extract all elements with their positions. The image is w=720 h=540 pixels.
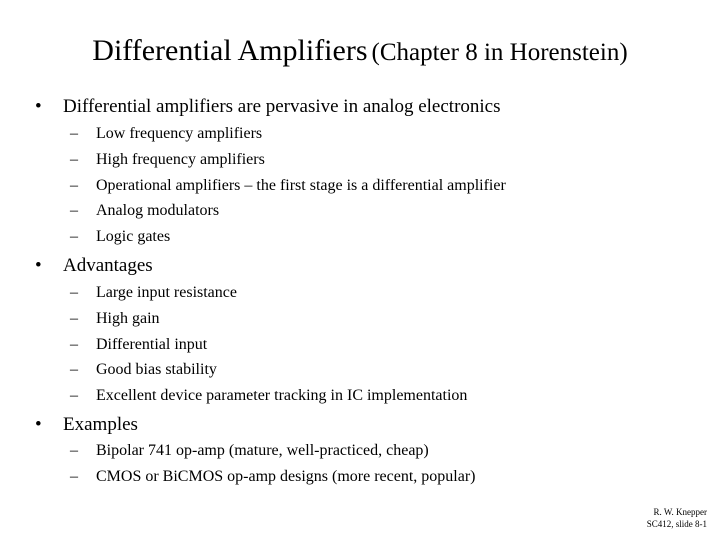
sub-item <box>70 152 506 178</box>
slide-title <box>0 36 720 66</box>
sub-item <box>70 362 467 388</box>
dash-marker: – <box>70 176 78 194</box>
sub-item <box>70 311 467 337</box>
sub-item-text: High gain <box>96 309 160 327</box>
dash-marker: – <box>70 228 78 246</box>
bullet-text: Examples <box>63 414 138 435</box>
dash-marker: – <box>70 442 78 459</box>
sub-item-text: Excellent device parameter tracking in IC implementation <box>96 387 468 405</box>
dash-marker: – <box>70 202 78 220</box>
sub-item <box>70 285 467 311</box>
sub-item-text: Bipolar 741 op-amp (mature, well-practiced, cheap) <box>96 442 429 459</box>
sub-item <box>70 178 506 204</box>
sub-item <box>70 443 476 469</box>
sub-item-text: Logic gates <box>96 228 171 246</box>
bullet-dot: • <box>35 96 42 117</box>
dash-marker: – <box>70 361 78 379</box>
bullet-text: Advantages <box>63 255 153 276</box>
sub-item <box>70 388 467 414</box>
sub-item <box>70 126 506 152</box>
sub-item-text: Good bias stability <box>96 361 217 379</box>
footer-slide-number: SC412, slide 8-1 <box>646 519 707 529</box>
sub-item <box>70 469 476 495</box>
dash-marker: – <box>70 284 78 301</box>
slide-footer <box>647 506 707 530</box>
sub-list <box>70 126 506 255</box>
sub-item <box>70 229 506 255</box>
dash-marker: – <box>70 125 78 142</box>
title-main: Differential Amplifiers <box>92 34 368 67</box>
sub-item-text: Analog modulators <box>96 202 220 220</box>
sub-item <box>70 203 506 229</box>
dash-marker: – <box>70 335 78 353</box>
dash-marker: – <box>70 150 78 168</box>
sub-item <box>70 337 467 363</box>
sub-item-text: High frequency amplifiers <box>96 150 265 168</box>
title-subtitle: (Chapter 8 in Horenstein) <box>371 39 628 66</box>
sub-item-text: Large input resistance <box>96 284 237 301</box>
bullet-item <box>35 256 153 275</box>
sub-item-text: Operational amplifiers – the first stage is a differential amplifier <box>96 176 506 194</box>
sub-item-text: CMOS or BiCMOS op-amp designs (more recent, popular) <box>96 467 476 485</box>
footer-author: R. W. Knepper <box>653 507 707 517</box>
dash-marker: – <box>70 467 78 485</box>
sub-list <box>70 285 467 414</box>
sub-item-text: Low frequency amplifiers <box>96 125 263 142</box>
bullet-item <box>35 415 138 434</box>
bullet-dot: • <box>35 255 42 276</box>
sub-item-text: Differential input <box>96 335 208 353</box>
bullet-text: Differential amplifiers are pervasive in analog electronics <box>63 96 501 117</box>
dash-marker: – <box>70 309 78 327</box>
bullet-item <box>35 97 501 116</box>
dash-marker: – <box>70 387 78 405</box>
bullet-dot: • <box>35 414 42 435</box>
sub-list <box>70 443 476 495</box>
